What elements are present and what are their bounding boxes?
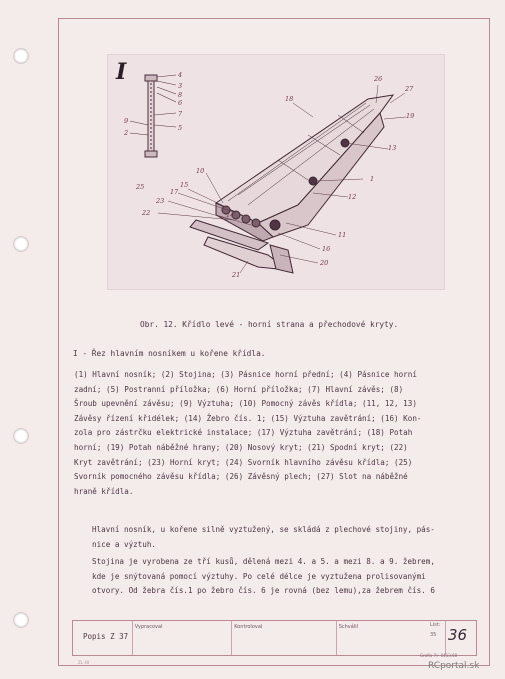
callout-inset-3: 3	[178, 82, 183, 90]
punch-hole-bottom	[13, 612, 29, 628]
callout-23: 23	[156, 197, 165, 205]
vypracoval-cell	[133, 621, 233, 655]
punch-hole-top	[13, 48, 29, 64]
callout-20: 20	[320, 259, 329, 267]
wing-figure	[107, 54, 445, 290]
list-value: 35	[430, 632, 437, 638]
callout-16: 16	[322, 245, 331, 253]
site-watermark: RCportal.sk	[428, 661, 480, 671]
callout-inset-8: 8	[178, 91, 183, 99]
page-number: 36	[448, 626, 468, 644]
legend-line: hraně křídla.	[74, 486, 134, 496]
popis-cell	[73, 621, 133, 655]
body-line: Hlavní nosník, u kořene silně vyztužený, se skládá z plechové stojiny, pás-	[92, 525, 435, 534]
callout-inset-2: 2	[124, 129, 129, 137]
punch-hole-middle-upper	[13, 236, 29, 252]
wing-drawing	[108, 55, 446, 291]
callout-26: 26	[374, 75, 383, 83]
callout-27: 27	[405, 85, 414, 93]
callout-25: 25	[136, 183, 145, 191]
bottom-margin-mark: ZL 40	[78, 660, 90, 665]
title-block	[72, 620, 477, 656]
callout-15: 15	[180, 181, 189, 189]
callout-17: 17	[170, 188, 179, 196]
callout-inset-7: 7	[178, 110, 183, 118]
callout-10: 10	[196, 167, 205, 175]
callout-13: 13	[388, 144, 397, 152]
callout-inset-6: 6	[178, 99, 183, 107]
section-heading: I - Řez hlavním nosníkem u kořene křídla.	[73, 349, 266, 358]
legend-line: Kryt zavětrání; (23) Horní kryt; (24) Svorník hlavního závěsu křídla; (25)	[74, 457, 413, 467]
legend-line: horní; (19) Potah náběžné hrany; (20) Nosový kryt; (21) Spodní kryt; (22)	[74, 442, 408, 452]
list-label: List:	[430, 622, 441, 628]
legend-line: Šroub upevnění závěsu; (9) Výztuha; (10) Pomocný závěs křídla; (11, 12, 13)	[74, 399, 417, 409]
callout-14: 14	[226, 211, 235, 219]
callout-inset-5: 5	[178, 124, 183, 132]
legend-line: Svorník pomocného závěsu křídla; (26) Závěsný plech; (27) Slot na náběžné	[74, 472, 408, 482]
callout-21: 21	[232, 271, 241, 279]
callout-12: 12	[348, 193, 357, 201]
document-code: Popis Z 37	[83, 632, 129, 641]
legend-line: Závěsy řízení křidélek; (14) Žebro čís. 1; (15) Výztuha zavětrání; (16) Kon-	[74, 413, 422, 423]
callout-22: 22	[142, 209, 151, 217]
vypracoval-label: Vypracoval	[134, 624, 163, 630]
callout-18: 18	[285, 95, 294, 103]
body-line: otvory. Od žebra čís.1 po žebro čís. 6 je rovná (bez lemu),za žebrem čís. 6	[92, 586, 435, 596]
punch-hole-middle-lower	[13, 428, 29, 444]
body-text	[92, 523, 477, 599]
schvalil-label: Schválil	[338, 624, 358, 630]
figure-caption: Obr. 12. Křídlo levé - horní strana a přechodové kryty.	[140, 320, 399, 329]
body-line: Stojina je vyrobena ze tří kusů, dělená mezi 4. a 5. a mezi 8. a 9. žebrem,	[92, 557, 435, 567]
legend-line: zola pro zástrčku elektrické instalace; (17) Výztuha zavětrání; (18) Potah	[74, 428, 413, 438]
body-line: kde je snýtovaná pomocí výztuhy. Po celé délce je vyztužena prolisovanými	[92, 571, 426, 581]
legend-line: zadní; (5) Postranní příložka; (6) Horní příložka; (7) Hlavní závěs; (8)	[74, 384, 404, 394]
legend-line: (1) Hlavní nosník; (2) Stojina; (3) Pásnice horní přední; (4) Pásnice horní	[74, 370, 417, 379]
parts-legend	[74, 368, 474, 499]
callout-1: 1	[370, 175, 375, 183]
kontroloval-cell	[232, 621, 336, 655]
callout-inset-9: 9	[124, 117, 129, 125]
callout-19: 19	[406, 112, 415, 120]
body-line: nice a výztuh.	[92, 539, 157, 549]
callout-inset-4: 4	[178, 71, 183, 79]
print-format-code: Grafia 7> 0413.68	[420, 653, 458, 658]
figure-section-label: I	[116, 59, 127, 85]
callout-11: 11	[338, 231, 347, 239]
kontroloval-label: Kontroloval	[234, 624, 263, 630]
